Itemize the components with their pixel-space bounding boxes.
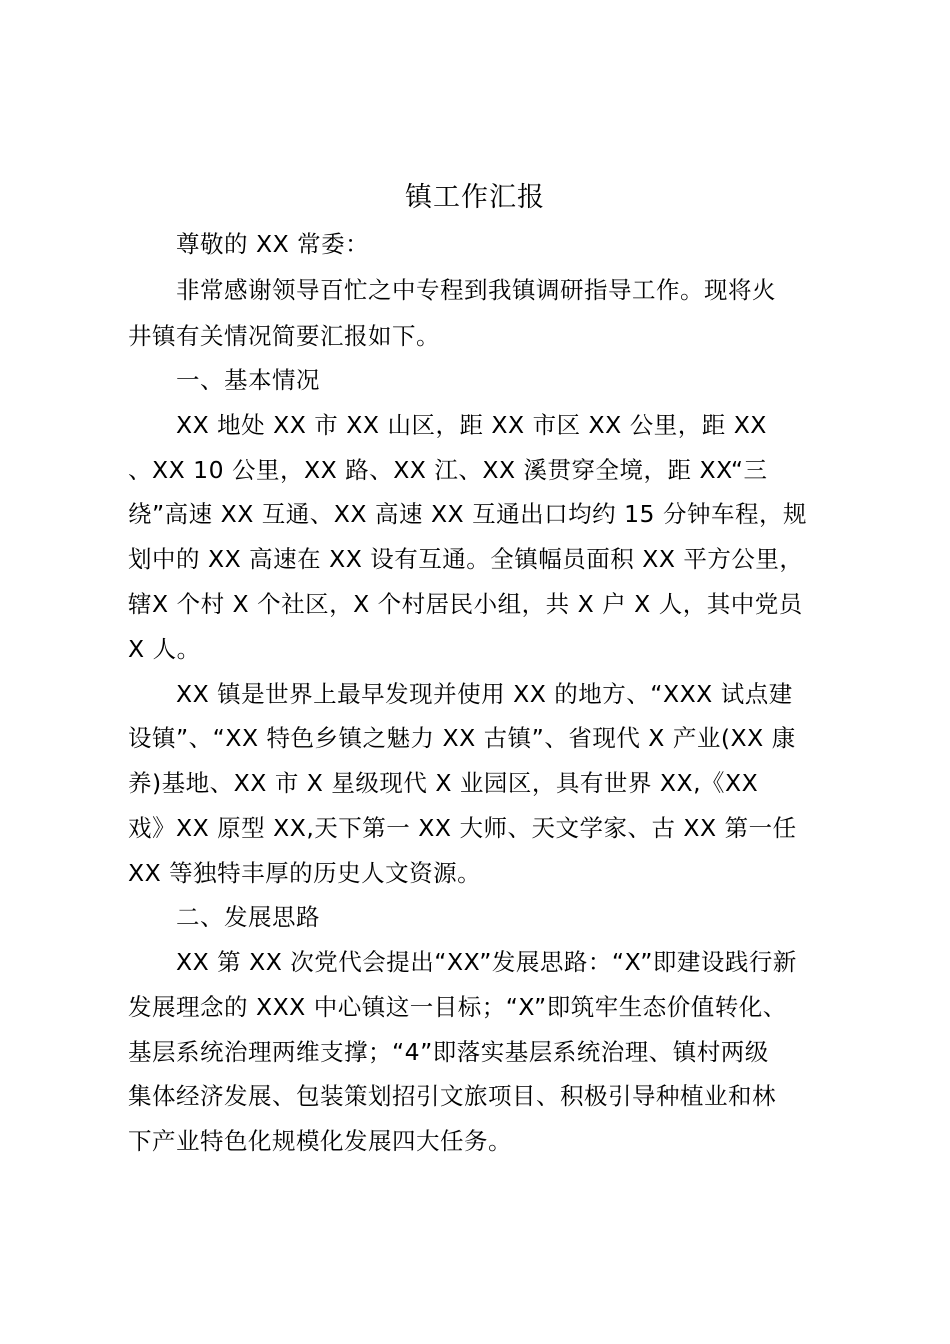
salutation: 尊敬的 XX 常委： bbox=[176, 230, 370, 258]
paragraph-line: 、XX 10 公里，XX 路、XX 江、XX 溪贯穿全境，距 XX“三 bbox=[128, 456, 768, 484]
paragraph-line: XX 第 XX 次党代会提出“XX”发展思路：“X”即建设践行新 bbox=[176, 948, 797, 976]
paragraph-line: 集体经济发展、包装策划招引文旅项目、积极引导种植业和林 bbox=[128, 1082, 776, 1110]
paragraph-line: 辖X 个村 X 个社区，X 个村居民小组，共 X 户 X 人，其中党员 bbox=[128, 590, 803, 618]
paragraph-line: 戏》XX 原型 XX,天下第一 XX 大师、天文学家、古 XX 第一任 bbox=[128, 814, 797, 842]
paragraph-line: 绕”高速 XX 互通、XX 高速 XX 互通出口均约 15 分钟车程，规 bbox=[128, 500, 807, 528]
paragraph-line: XX 地处 XX 市 XX 山区，距 XX 市区 XX 公里，距 XX bbox=[176, 411, 767, 439]
paragraph-line: 设镇”、“XX 特色乡镇之魅力 XX 古镇”、省现代 X 产业(XX 康 bbox=[128, 724, 796, 752]
paragraph-line: 下产业特色化规模化发展四大任务。 bbox=[128, 1127, 512, 1155]
paragraph-line: XX 等独特丰厚的历史人文资源。 bbox=[128, 859, 482, 887]
paragraph-line: 井镇有关情况简要汇报如下。 bbox=[128, 322, 440, 350]
paragraph-line: 养)基地、XX 市 X 星级现代 X 业园区，具有世界 XX,《XX bbox=[128, 769, 759, 797]
section-heading: 一、基本情况 bbox=[176, 366, 320, 394]
paragraph-line: 非常感谢领导百忙之中专程到我镇调研指导工作。现将火 bbox=[176, 276, 776, 304]
section-heading: 二、发展思路 bbox=[176, 903, 320, 931]
document-title: 镇工作汇报 bbox=[405, 182, 545, 213]
paragraph-line: 基层系统治理两维支撑；“4”即落实基层系统治理、镇村两级 bbox=[128, 1038, 769, 1066]
paragraph-line: XX 镇是世界上最早发现并使用 XX 的地方、“XXX 试点建 bbox=[176, 680, 793, 708]
paragraph-line: 发展理念的 XXX 中心镇这一目标；“X”即筑牢生态价值转化、 bbox=[128, 993, 787, 1021]
paragraph-line: X 人。 bbox=[128, 635, 201, 663]
paragraph-line: 划中的 XX 高速在 XX 设有互通。全镇幅员面积 XX 平方公里， bbox=[128, 545, 804, 573]
